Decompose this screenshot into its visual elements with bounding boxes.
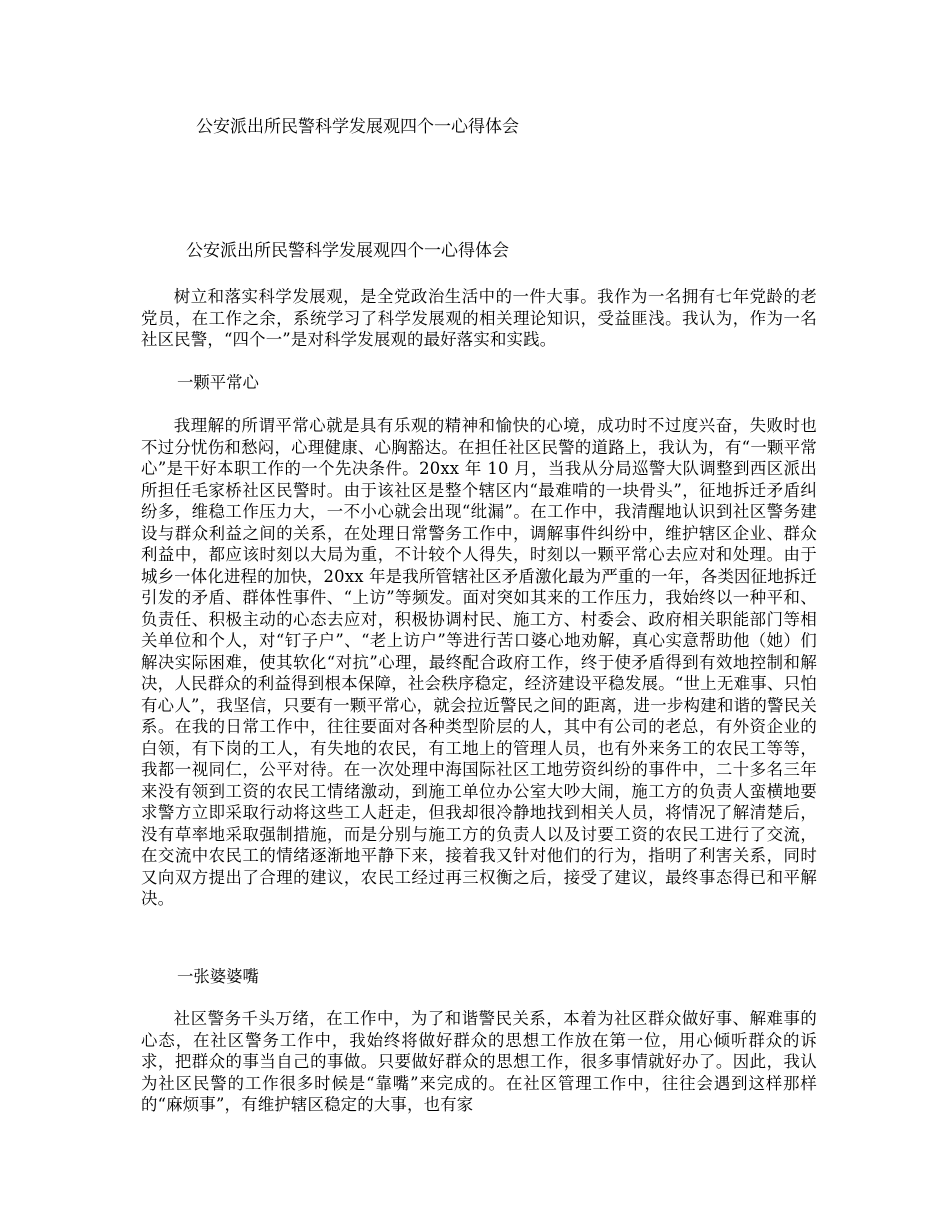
document-title: 公安派出所民警科学发展观四个一心得体会 (186, 241, 509, 261)
section-paragraph-1: 我理解的所谓平常心就是具有乐观的精神和愉快的心境，成功时不过度兴奋，失败时也不过分忧伤和愁闷，心理健康、心胸豁达。在担任社区民警的道路上，我认为，有“一颗平常心”是干好本职工作的一个先决条件。20xx 年 10 月，当我从分局巡警大队调整到西区派出所担任毛家桥社区民警时。由于该社区是整个辖区内“最难啃的一块骨头”，征地拆迁矛盾纠纷多，维稳工作压力大，一不小心就会出现“纰漏”。在工作中，我清醒地认识到社区警务建设与群众利益之间的关系，在处理日常警务工作中，调解事件纠纷中，维护辖区企业、群众利益中，都应该时刻以大局为重，不计较个人得失，时刻以一颗平常心去应对和处理。由于城乡一体化进程的加快，20xx 年是我所管辖社区矛盾激化最为严重的一年，各类因征地拆迁引发的矛盾、群体性事件、“上访”等频发。面对突如其来的工作压力，我始终以一种平和、负责任、积极主动的心态去应对，积极协调村民、施工方、村委会、政府相关职能部门等相关单位和个人，对“钉子户”、“老上访户”等进行苦口婆心地劝解，真心实意帮助他（她）们解决实际困难，使其软化“对抗”心理，最终配合政府工作，终于使矛盾得到有效地控制和解决，人民群众的利益得到根本保障，社会秩序稳定，经济建设平稳发展。“世上无难事、只怕有心人”，我坚信，只要有一颗平常心，就会拉近警民之间的距离，进一步构建和谐的警民关系。在我的日常工作中，往往要面对各种类型阶层的人，其中有公司的老总，有外资企业的白领，有下岗的工人，有失地的农民，有工地上的管理人员，也有外来务工的农民工等等，我都一视同仁，公平对待。在一次处理中海国际社区工地劳资纠纷的事件中，二十多名三年来没有领到工资的农民工情绪激动，到施工单位办公室大吵大闹，施工方的负责人蛮横地要求警方立即采取行动将这些工人赶走，但我却很冷静地找到相关人员，将情况了解清楚后，没有草率地采取强制措施，而是分别与施工方的负责人以及讨要工资的农民工进行了交流，在交流中农民工的情绪逐渐地平静下来，接着我又针对他们的行为，指明了利害关系，同时又向双方提出了合理的建议，农民工经过再三权衡之后，接受了建议，最终事态得已和平解决。 (141, 416, 817, 908)
section-heading-1: 一颗平常心 (177, 373, 259, 392)
intro-paragraph: 树立和落实科学发展观，是全党政治生活中的一件大事。我作为一名拥有七年党龄的老党员，在工作之余，系统学习了科学发展观的相关理论知识，受益匪浅。我认为，作为一名社区民警，“四个一”是对科学发展观的最好落实和实践。 (141, 287, 817, 349)
section-heading-2: 一张婆婆嘴 (177, 967, 259, 986)
document-header-title: 公安派出所民警科学发展观四个一心得体会 (196, 117, 519, 137)
section-paragraph-2: 社区警务千头万绪，在工作中，为了和谐警民关系，本着为社区群众做好事、解难事的心态，在社区警务工作中，我始终将做好群众的思想工作放在第一位，用心倾听群众的诉求，把群众的事当自己的事做。只要做好群众的思想工作，很多事情就好办了。因此，我认为社区民警的工作很多时候是“靠嘴”来完成的。在社区管理工作中，往往会遇到这样那样的“麻烦事”，有维护辖区稳定的大事，也有家 (141, 1009, 817, 1114)
